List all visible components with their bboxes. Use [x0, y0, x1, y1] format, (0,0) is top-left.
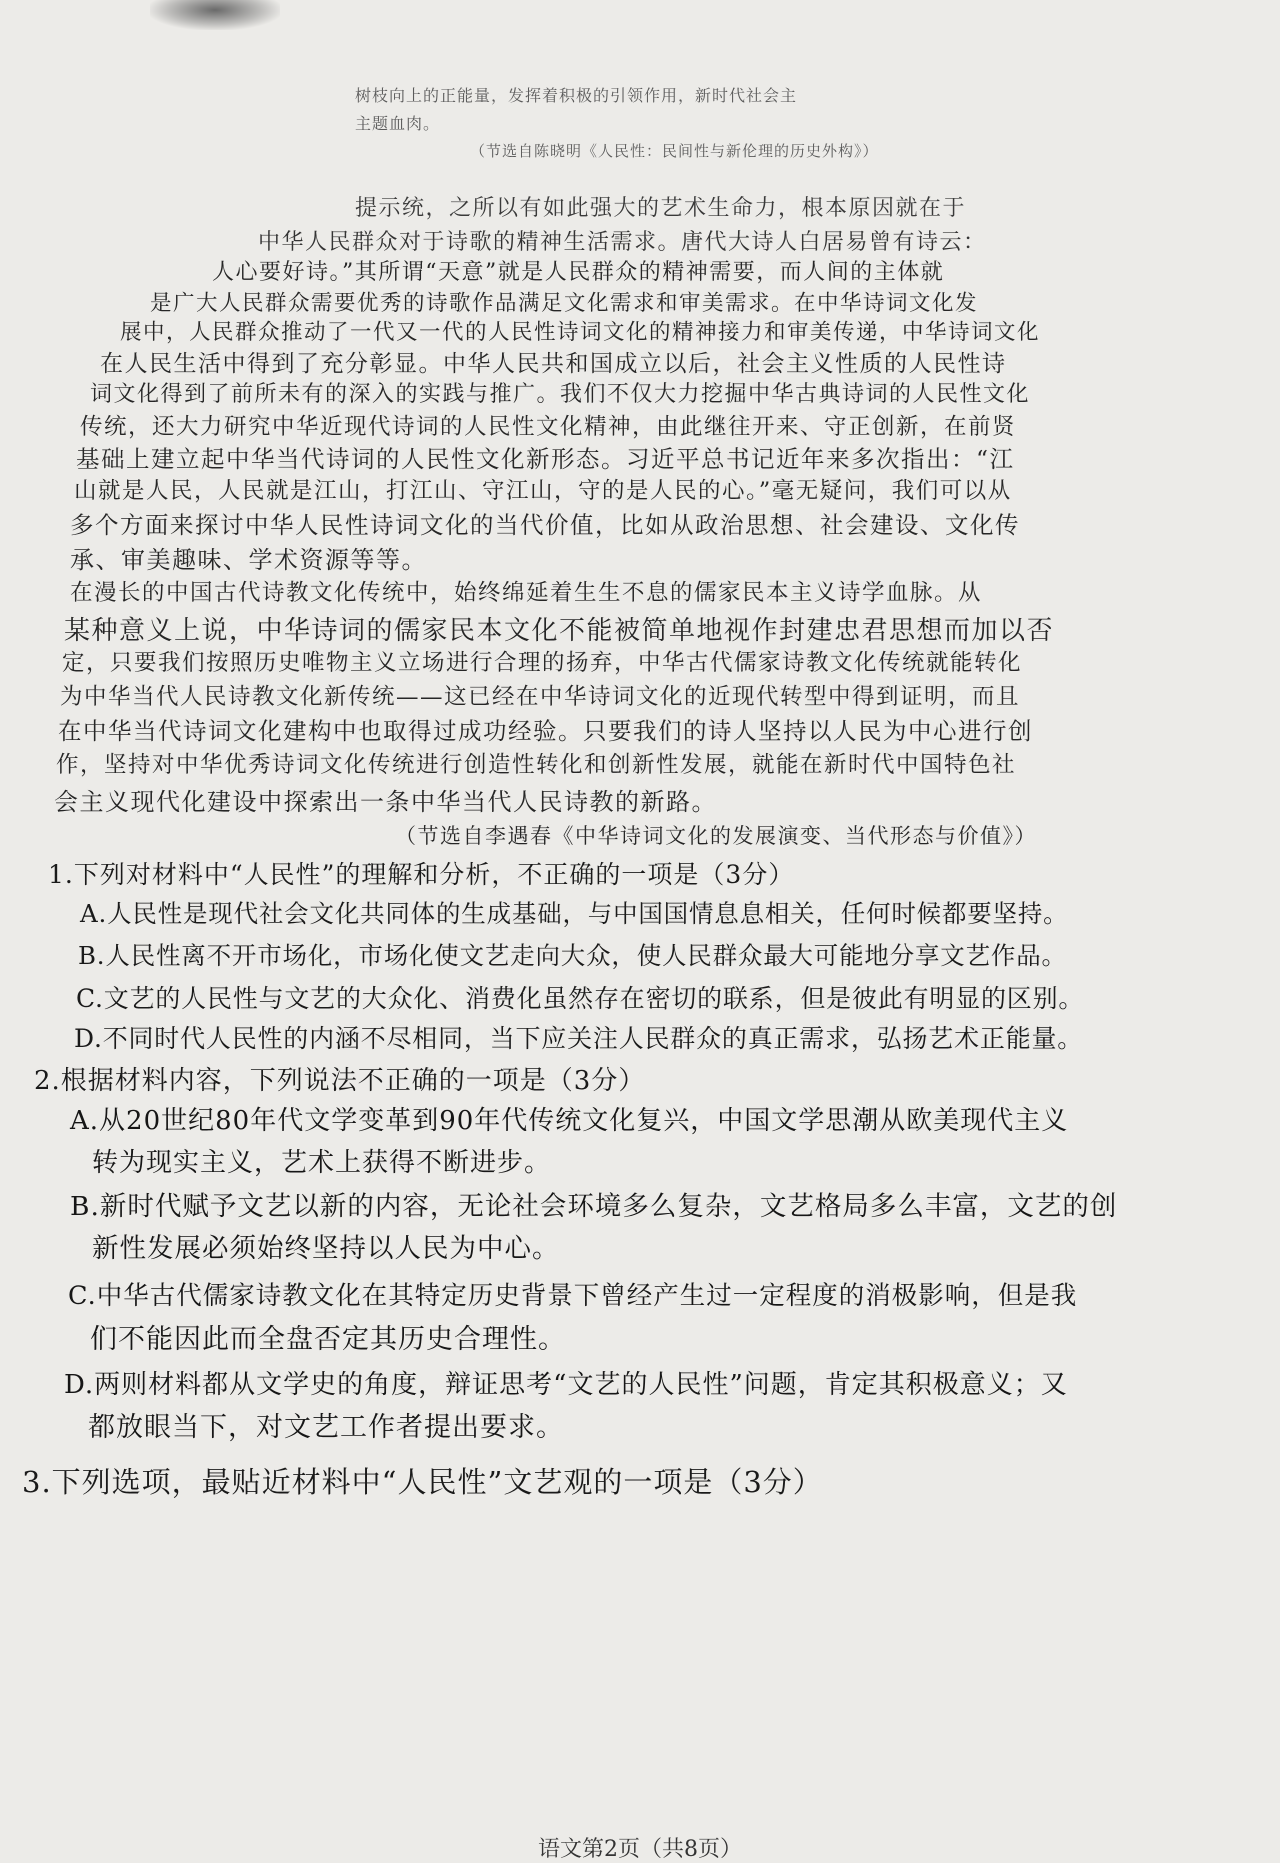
material2-line: 多个方面来探讨中华人民性诗词文化的当代价值，比如从政治思想、社会建设、文化传 — [70, 511, 1020, 539]
question2-option-b: B.新时代赋予文艺以新的内容，无论社会环境多么复杂，文艺格局多么丰富，文艺的创 — [70, 1191, 1118, 1222]
material2-line: 承、审美趣味、学术资源等等。 — [70, 546, 427, 574]
question2-option-c-cont: 们不能因此而全盘否定其历史合理性。 — [90, 1324, 566, 1355]
material2-line: 某种意义上说，中华诗词的儒家民本文化不能被简单地视作封建忠君思想而加以否 — [64, 616, 1055, 646]
page-footer: 语文第2页（共8页） — [538, 1837, 742, 1862]
material2-line: 词文化得到了前所未有的深入的实践与推广。我们不仅大力挖掘中华古典诗词的人民性文化 — [90, 382, 1031, 407]
material2-source: （节选自李遇春《中华诗词文化的发展演变、当代形态与价值》） — [395, 824, 1037, 848]
scan-smudge — [150, 0, 280, 30]
question2-option-b-cont: 新性发展必须始终坚持以人民为中心。 — [92, 1233, 560, 1264]
question1-option-d: D.不同时代人民性的内涵不尽相同，当下应关注人民群众的真正需求，弘扬艺术正能量。 — [74, 1024, 1084, 1053]
material2-line: 山就是人民，人民就是江山，打江山、守江山，守的是人民的心。”毫无疑问，我们可以从 — [74, 478, 1012, 504]
material2-line: 基础上建立起中华当代诗词的人民性文化新形态。习近平总书记近年来多次指出：“江 — [76, 445, 1015, 473]
material2-line: 是广大人民群众需要优秀的诗歌作品满足文化需求和审美需求。在中华诗词文化发 — [150, 291, 979, 316]
question1-option-a: A.人民性是现代社会文化共同体的生成基础，与中国国情息息相关，任何时候都要坚持。 — [80, 899, 1069, 928]
material2-line: 为中华当代人民诗教文化新传统——这已经在中华诗词文化的近现代转型中得到证明，而且 — [60, 684, 1021, 710]
material2-line: 在中华当代诗词文化建构中也取得过成功经验。只要我们的诗人坚持以人民为中心进行创 — [58, 717, 1033, 745]
material1-line: 树枝向上的正能量，发挥着积极的引领作用，新时代社会主 — [355, 86, 798, 105]
material1-source: （节选自陈晓明《人民性：民间性与新伦理的历史外构》） — [470, 142, 879, 160]
material1-line: 主题血肉。 — [355, 114, 441, 133]
question1-stem: 1.下列对材料中“人民性”的理解和分析，不正确的一项是（3分） — [48, 860, 795, 889]
material2-line: 展中，人民群众推动了一代又一代的人民性诗词文化的精神接力和审美传递，中华诗词文化 — [120, 320, 1041, 345]
question2-option-d-cont: 都放眼当下，对文艺工作者提出要求。 — [88, 1412, 564, 1443]
material2-line: 传统，还大力研究中华近现代诗词的人民性文化精神，由此继往开来、守正创新，在前贤 — [80, 414, 1017, 440]
material2-line: 会主义现代化建设中探索出一条中华当代人民诗教的新路。 — [54, 788, 717, 816]
question2-option-a: A.从20世纪80年代文学变革到90年代传统文化复兴，中国文学思潮从欧美现代主义 — [70, 1106, 1069, 1136]
material2-line: 中华人民群众对于诗歌的精神生活需求。唐代大诗人白居易曾有诗云： — [258, 230, 987, 255]
material2-line: 提示统，之所以有如此强大的艺术生命力，根本原因就在于 — [355, 196, 967, 221]
question2-option-d: D.两则材料都从文学史的角度，辩证思考“文艺的人民性”问题，肯定其积极意义；又 — [64, 1370, 1068, 1400]
question1-option-b: B.人民性离不开市场化，市场化使文艺走向大众，使人民群众最大可能地分享文艺作品。 — [78, 941, 1067, 970]
material2-line: 在漫长的中国古代诗教文化传统中，始终绵延着生生不息的儒家民本主义诗学血脉。从 — [70, 580, 983, 606]
material2-line: 作，坚持对中华优秀诗词文化传统进行创造性转化和创新性发展，就能在新时代中国特色社 — [56, 752, 1017, 778]
question2-option-c: C.中华古代儒家诗教文化在其特定历史背景下曾经产生过一定程度的消极影响，但是我 — [68, 1281, 1078, 1311]
material2-line: 在人民生活中得到了充分彰显。中华人民共和国成立以后，社会主义性质的人民性诗 — [100, 351, 1007, 377]
material2-line: 人心要好诗。”其所谓“天意”就是人民群众的精神需要，而人间的主体就 — [212, 260, 945, 285]
question3-stem: 3.下列选项，最贴近材料中“人民性”文艺观的一项是（3分） — [22, 1465, 823, 1499]
question2-option-a-cont: 转为现实主义，艺术上获得不断进步。 — [92, 1148, 552, 1178]
question1-option-c: C.文艺的人民性与文艺的大众化、消费化虽然存在密切的联系，但是彼此有明显的区别。 — [76, 984, 1085, 1013]
question2-stem: 2.根据材料内容，下列说法不正确的一项是（3分） — [34, 1066, 646, 1096]
material2-line: 定，只要我们按照历史唯物主义立场进行合理的扬弃，中华古代儒家诗教文化传统就能转化 — [62, 650, 1023, 676]
